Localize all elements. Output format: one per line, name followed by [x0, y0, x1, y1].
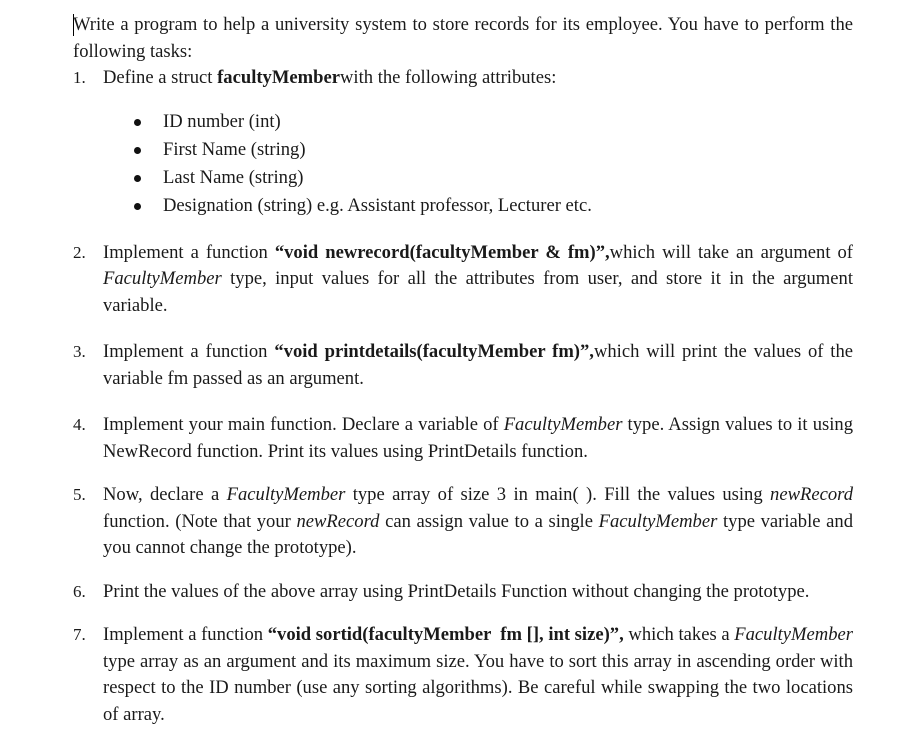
task-number: 5.	[73, 485, 86, 504]
type-name: FacultyMember	[598, 510, 718, 532]
bullet-icon	[134, 203, 141, 210]
function-signature: “void printdetails(facultyMember fm)”,	[274, 341, 594, 362]
function-signature: “void sortid(facultyMember fm [], int size)”,	[267, 624, 624, 645]
task-item-6: 6. Print the values of the above array using PrintDetails Function without changing the prototype.	[73, 579, 853, 606]
task-number: 6.	[73, 581, 86, 601]
type-name: FacultyMember	[103, 268, 222, 289]
task-number: 2.	[73, 242, 86, 262]
document-body	[73, 12, 853, 728]
task-item-5: 5. Now, declare a FacultyMember type array of size 3 in main( ). Fill the values using newRecord function. (Note that your newRecord can assign value to a single FacultyMember type variable and you cannot change the prototype).	[73, 484, 853, 558]
attribute-item: ID number (int)	[103, 108, 853, 136]
bullet-icon	[134, 119, 141, 126]
task-item-1	[73, 65, 853, 220]
attribute-item: Designation (string) e.g. Assistant professor, Lecturer etc.	[103, 192, 853, 220]
task-number: 3.	[73, 342, 86, 361]
task-number: 4.	[73, 415, 86, 434]
bullet-icon	[134, 175, 141, 182]
attribute-item: Last Name (string)	[103, 164, 853, 192]
task-text: with the following attributes:	[339, 67, 557, 88]
task-text: Define a struct	[103, 67, 218, 88]
bullet-icon	[134, 147, 141, 154]
type-name: FacultyMember	[226, 484, 346, 505]
intro-paragraph: Write a program to help a university system to store records for its employee. You have to perform the following tasks:	[73, 14, 853, 62]
task-number: 7.	[73, 625, 86, 644]
type-name: FacultyMember	[503, 414, 623, 435]
task-item-2: 2. Implement a function “void newrecord(facultyMember & fm)”,which will take an argument of FacultyMember type, input values for all the attributes from user, and store it in the argument variable.	[73, 241, 853, 316]
function-name: newRecord	[770, 484, 853, 505]
task-list	[73, 65, 853, 728]
task-item-7: 7. Implement a function “void sortid(facultyMember fm [], int size)”, which takes a FacultyMember type array as an argument and its maximum size. You have to sort this array in ascending order with respect to the ID number (use any sorting algorithms). Be careful while swapping the two locations of array.	[73, 624, 853, 725]
task-item-4: 4. Implement your main function. Declare a variable of FacultyMember type. Assign values to it using NewRecord function. Print its values using PrintDetails function.	[73, 414, 853, 462]
type-name: FacultyMember	[734, 624, 853, 645]
struct-name: facultyMember	[217, 67, 340, 88]
attribute-item: First Name (string)	[103, 136, 853, 164]
attribute-list	[103, 108, 853, 220]
function-name: newRecord	[296, 510, 380, 532]
task-number: 1.	[73, 68, 86, 87]
function-signature: “void newrecord(facultyMember & fm)”,	[274, 241, 610, 263]
task-item-3: 3. Implement a function “void printdetails(facultyMember fm)”,which will print the values of the variable fm passed as an argument.	[73, 341, 854, 389]
